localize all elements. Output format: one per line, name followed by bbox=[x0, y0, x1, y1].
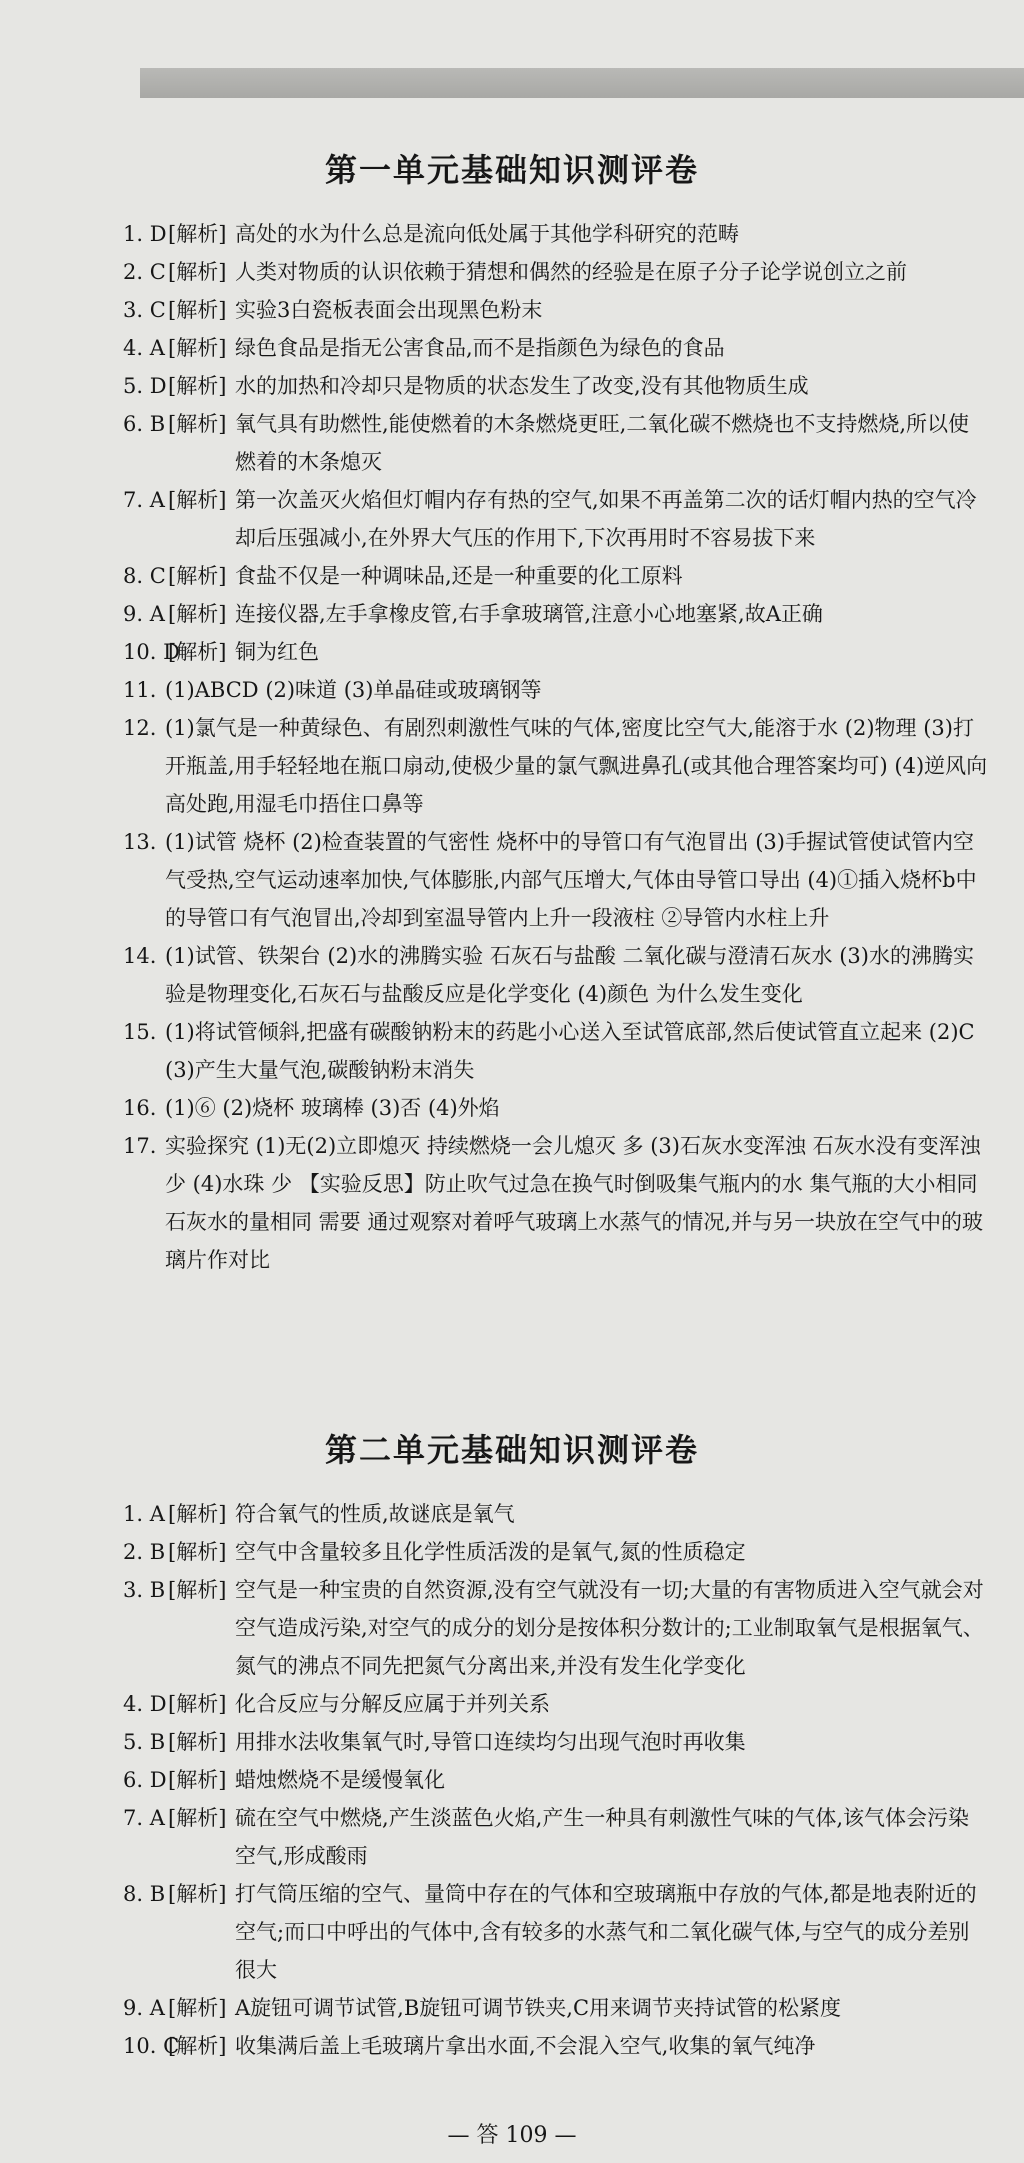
analysis-tag: [解析] bbox=[168, 298, 227, 322]
answer-number: 10. C bbox=[123, 2034, 180, 2058]
answer-number: 6. B bbox=[123, 412, 166, 436]
unit1-section bbox=[0, 125, 1024, 1279]
answer-number: 3. B bbox=[123, 1578, 166, 1602]
unit2-title: 第二单元基础知识测评卷 bbox=[324, 1431, 699, 1469]
answer-number: 6. D bbox=[123, 1768, 167, 1792]
answer-number: 15. bbox=[123, 1020, 157, 1044]
answer-number: 7. A bbox=[123, 1806, 165, 1830]
answer-text: 绿色食品是指无公害食品,而不是指颜色为绿色的食品 bbox=[235, 336, 725, 360]
analysis-tag: [解析] bbox=[168, 336, 227, 360]
answer-number: 10. D bbox=[123, 640, 180, 664]
answer-item bbox=[0, 709, 1024, 823]
analysis-tag: [解析] bbox=[168, 1692, 227, 1716]
answer-text: 硫在空气中燃烧,产生淡蓝色火焰,产生一种具有刺激性气味的气体,该气体会污染空气,形成酸雨 bbox=[235, 1806, 970, 1868]
answer-text: A旋钮可调节试管,B旋钮可调节铁夹,C用来调节夹持试管的松紧度 bbox=[235, 1996, 842, 2020]
answer-item bbox=[0, 215, 1024, 253]
answer-number: 8. C bbox=[123, 564, 166, 588]
answer-text: (1)ABCD (2)味道 (3)单晶硅或玻璃钢等 bbox=[165, 678, 542, 702]
analysis-tag: [解析] bbox=[168, 1502, 227, 1526]
answer-number: 13. bbox=[123, 830, 157, 854]
analysis-tag: [解析] bbox=[168, 412, 227, 436]
answer-item bbox=[0, 595, 1024, 633]
answer-number: 11. bbox=[123, 678, 157, 702]
answer-text: 铜为红色 bbox=[235, 640, 319, 664]
analysis-tag: [解析] bbox=[168, 1540, 227, 1564]
analysis-tag: [解析] bbox=[168, 640, 227, 664]
answer-number: 12. bbox=[123, 716, 157, 740]
answer-text: 连接仪器,左手拿橡皮管,右手拿玻璃管,注意小心地塞紧,故A正确 bbox=[235, 602, 823, 626]
answer-number: 8. B bbox=[123, 1882, 166, 1906]
answer-item bbox=[0, 1989, 1024, 2027]
answer-item bbox=[0, 367, 1024, 405]
answer-text: 人类对物质的认识依赖于猜想和偶然的经验是在原子分子论学说创立之前 bbox=[235, 260, 907, 284]
answer-number: 3. C bbox=[123, 298, 166, 322]
answer-number: 1. A bbox=[123, 1502, 165, 1526]
answer-text: 空气中含量较多且化学性质活泼的是氧气,氮的性质稳定 bbox=[235, 1540, 746, 1564]
answer-text: 水的加热和冷却只是物质的状态发生了改变,没有其他物质生成 bbox=[235, 374, 809, 398]
answer-item bbox=[0, 291, 1024, 329]
answer-text: 用排水法收集氧气时,导管口连续均匀出现气泡时再收集 bbox=[235, 1730, 746, 1754]
analysis-tag: [解析] bbox=[168, 260, 227, 284]
answer-item bbox=[0, 633, 1024, 671]
answer-number: 7. A bbox=[123, 488, 165, 512]
answer-item bbox=[0, 1761, 1024, 1799]
answer-item bbox=[0, 1533, 1024, 1571]
unit1-title: 第一单元基础知识测评卷 bbox=[324, 151, 699, 189]
answer-item bbox=[0, 329, 1024, 367]
answer-number: 9. A bbox=[123, 1996, 165, 2020]
answer-item bbox=[0, 557, 1024, 595]
analysis-tag: [解析] bbox=[168, 564, 227, 588]
answer-text: 实验探究 (1)无(2)立即熄灭 持续燃烧一会儿熄灭 多 (3)石灰水变浑浊 石灰水没有变浑浊 少 (4)水珠 少 【实验反思】防止吹气过急在换气时倒吸集气瓶内的水 集气瓶的大小相同 石灰水的量相同 需要 通过观察对着呼气玻璃上水蒸气的情况,并与另一块放在空气中的玻璃片作对比 bbox=[165, 1134, 984, 1272]
answer-text: 符合氧气的性质,故谜底是氧气 bbox=[235, 1502, 515, 1526]
answer-item bbox=[0, 253, 1024, 291]
top-header-bar bbox=[140, 68, 1024, 98]
answer-text: (1)⑥ (2)烧杯 玻璃棒 (3)否 (4)外焰 bbox=[165, 1096, 500, 1120]
answer-item bbox=[0, 671, 1024, 709]
answer-text: (1)试管 烧杯 (2)检查装置的气密性 烧杯中的导管口有气泡冒出 (3)手握试管使试管内空气受热,空气运动速率加快,气体膨胀,内部气压增大,气体由导管口导出 (4)①插入烧杯b中的导管口有气泡冒出,冷却到室温导管内上升一段液柱 ②导管内水柱上升 bbox=[165, 830, 977, 930]
analysis-tag: [解析] bbox=[168, 1996, 227, 2020]
answer-item bbox=[0, 1495, 1024, 1533]
answer-text: 高处的水为什么总是流向低处属于其他学科研究的范畴 bbox=[235, 222, 739, 246]
analysis-tag: [解析] bbox=[168, 602, 227, 626]
answer-item bbox=[0, 1127, 1024, 1279]
analysis-tag: [解析] bbox=[168, 488, 227, 512]
answer-item bbox=[0, 481, 1024, 557]
answer-text: (1)试管、铁架台 (2)水的沸腾实验 石灰石与盐酸 二氧化碳与澄清石灰水 (3)水的沸腾实验是物理变化,石灰石与盐酸反应是化学变化 (4)颜色 为什么发生变化 bbox=[165, 944, 974, 1006]
answer-number: 5. B bbox=[123, 1730, 166, 1754]
answer-text: (1)氯气是一种黄绿色、有剧烈刺激性气味的气体,密度比空气大,能溶于水 (2)物理 (3)打开瓶盖,用手轻轻地在瓶口扇动,使极少量的氯气飘进鼻孔(或其他合理答案均可) (4)逆风向高处跑,用湿毛巾捂住口鼻等 bbox=[165, 716, 988, 816]
analysis-tag: [解析] bbox=[168, 1578, 227, 1602]
answer-item bbox=[0, 1013, 1024, 1089]
analysis-tag: [解析] bbox=[168, 1882, 227, 1906]
answer-text: 蜡烛燃烧不是缓慢氧化 bbox=[235, 1768, 445, 1792]
answer-text: 第一次盖灭火焰但灯帽内存有热的空气,如果不再盖第二次的话灯帽内热的空气冷却后压强减小,在外界大气压的作用下,下次再用时不容易拔下来 bbox=[235, 488, 977, 550]
answer-item bbox=[0, 2027, 1024, 2065]
answer-item bbox=[0, 1685, 1024, 1723]
answer-number: 2. C bbox=[123, 260, 166, 284]
answer-number: 1. D bbox=[123, 222, 167, 246]
analysis-tag: [解析] bbox=[168, 374, 227, 398]
answer-number: 4. D bbox=[123, 1692, 167, 1716]
analysis-tag: [解析] bbox=[168, 1768, 227, 1792]
answer-item bbox=[0, 1799, 1024, 1875]
answer-text: 食盐不仅是一种调味品,还是一种重要的化工原料 bbox=[235, 564, 683, 588]
answer-number: 16. bbox=[123, 1096, 157, 1120]
answer-item bbox=[0, 405, 1024, 481]
unit2-section bbox=[0, 1405, 1024, 2065]
answer-item bbox=[0, 823, 1024, 937]
answer-text: (1)将试管倾斜,把盛有碳酸钠粉末的药匙小心送入至试管底部,然后使试管直立起来 (2)C (3)产生大量气泡,碳酸钠粉末消失 bbox=[165, 1020, 975, 1082]
unit1-answer-list bbox=[0, 215, 1024, 1279]
answer-text: 空气是一种宝贵的自然资源,没有空气就没有一切;大量的有害物质进入空气就会对空气造成污染,对空气的成分的划分是按体积分数计的;工业制取氧气是根据氧气、氮气的沸点不同先把氮气分离出来,并没有发生化学变化 bbox=[235, 1578, 984, 1678]
answer-text: 氧气具有助燃性,能使燃着的木条燃烧更旺,二氧化碳不燃烧也不支持燃烧,所以使燃着的木条熄灭 bbox=[235, 412, 970, 474]
analysis-tag: [解析] bbox=[168, 1730, 227, 1754]
answer-number: 17. bbox=[123, 1134, 157, 1158]
answer-item bbox=[0, 1723, 1024, 1761]
answer-number: 4. A bbox=[123, 336, 165, 360]
page-number: — 答 109 — bbox=[447, 2123, 577, 2148]
answer-number: 2. B bbox=[123, 1540, 166, 1564]
answer-text: 化合反应与分解反应属于并列关系 bbox=[235, 1692, 550, 1716]
answer-item bbox=[0, 1571, 1024, 1685]
analysis-tag: [解析] bbox=[168, 1806, 227, 1830]
answer-number: 5. D bbox=[123, 374, 167, 398]
answer-item bbox=[0, 937, 1024, 1013]
answer-text: 收集满后盖上毛玻璃片拿出水面,不会混入空气,收集的氧气纯净 bbox=[235, 2034, 816, 2058]
answer-item bbox=[0, 1875, 1024, 1989]
unit2-answer-list bbox=[0, 1495, 1024, 2065]
analysis-tag: [解析] bbox=[168, 222, 227, 246]
answer-text: 打气筒压缩的空气、量筒中存在的气体和空玻璃瓶中存放的气体,都是地表附近的空气;而口中呼出的气体中,含有较多的水蒸气和二氧化碳气体,与空气的成分差别很大 bbox=[235, 1882, 977, 1982]
answer-text: 实验3白瓷板表面会出现黑色粉末 bbox=[235, 298, 543, 322]
answer-number: 9. A bbox=[123, 602, 165, 626]
answer-number: 14. bbox=[123, 944, 157, 968]
analysis-tag: [解析] bbox=[168, 2034, 227, 2058]
answer-item bbox=[0, 1089, 1024, 1127]
